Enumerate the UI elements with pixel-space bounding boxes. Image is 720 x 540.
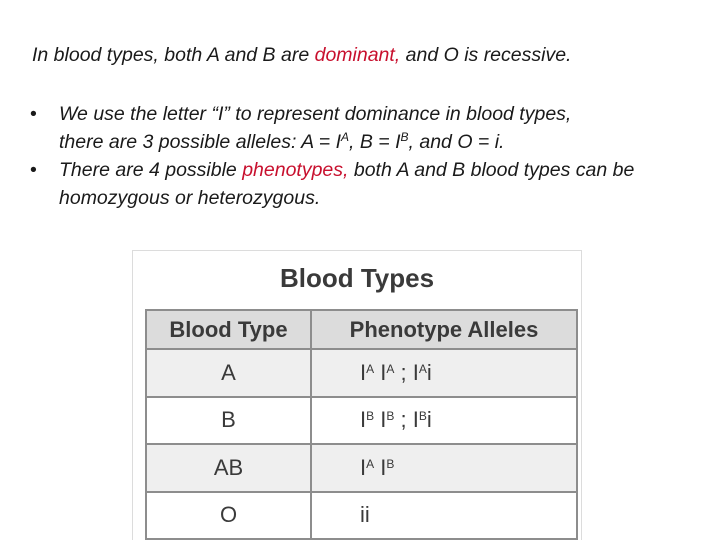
intro-highlight-dominant: dominant, — [314, 44, 401, 66]
table-row — [146, 444, 577, 491]
table-row — [146, 349, 577, 396]
bullet-alleles-line1: We use the letter “I” to represent dominance in blood types, — [59, 103, 572, 125]
allele-text: I — [374, 407, 387, 433]
bullet-phenotypes-before: There are 4 possible — [59, 159, 243, 181]
superscript-b: B — [400, 130, 409, 144]
cell-blood-type: B — [146, 397, 311, 444]
allele-text: I — [360, 407, 367, 433]
allele-text: i — [426, 359, 432, 385]
cell-alleles — [311, 492, 577, 540]
bullet-item-alleles — [30, 100, 710, 156]
blood-types-table — [145, 309, 578, 540]
allele-text: I — [374, 359, 387, 385]
intro-sentence — [32, 44, 712, 67]
header-blood-type: Blood Type — [146, 310, 311, 349]
cell-alleles — [311, 349, 577, 396]
allele-sup: A — [366, 456, 375, 471]
allele-sup: A — [418, 361, 427, 376]
allele-text: ii — [360, 502, 370, 528]
bullet-marker: • — [30, 159, 37, 181]
bullet-alleles-line2-c: , and O = i. — [408, 131, 505, 153]
bullet-alleles-line2-b: , B = I — [349, 131, 401, 153]
allele-text: I — [360, 454, 367, 480]
blood-types-table-image — [133, 251, 581, 540]
cell-blood-type: O — [146, 492, 311, 540]
allele-text: i — [426, 407, 432, 433]
allele-sup: A — [366, 361, 375, 376]
allele-text: I — [374, 454, 387, 480]
cell-blood-type: AB — [146, 444, 311, 491]
allele-text: ; I — [394, 407, 419, 433]
allele-sup: A — [386, 361, 395, 376]
cell-alleles — [311, 397, 577, 444]
intro-text-before: In blood types, both A and B are — [32, 44, 315, 66]
allele-text: ; I — [394, 359, 419, 385]
bullet-alleles-line2-a: there are 3 possible alleles: A = I — [59, 131, 342, 153]
allele-sup: B — [366, 409, 375, 424]
intro-text-after: and O is recessive. — [400, 44, 572, 66]
table-header-row — [146, 310, 577, 349]
bullet-item-phenotypes — [30, 156, 710, 212]
bullet-marker: • — [30, 103, 37, 125]
allele-sup: B — [386, 409, 395, 424]
header-phenotype-alleles: Phenotype Alleles — [311, 310, 577, 349]
table-title: Blood Types — [279, 263, 435, 293]
cell-alleles — [311, 444, 577, 491]
allele-sup: B — [418, 409, 427, 424]
allele-sup: B — [386, 456, 395, 471]
table-row — [146, 397, 577, 444]
table-row — [146, 492, 577, 540]
allele-text: I — [360, 359, 367, 385]
cell-blood-type: A — [146, 349, 311, 396]
bullet-list — [30, 100, 710, 212]
bullet-phenotypes-after: both A and B blood types can be homozygous or heterozygous. — [59, 159, 635, 209]
bullet-highlight-phenotypes: phenotypes, — [242, 159, 349, 181]
superscript-a: A — [341, 130, 350, 144]
